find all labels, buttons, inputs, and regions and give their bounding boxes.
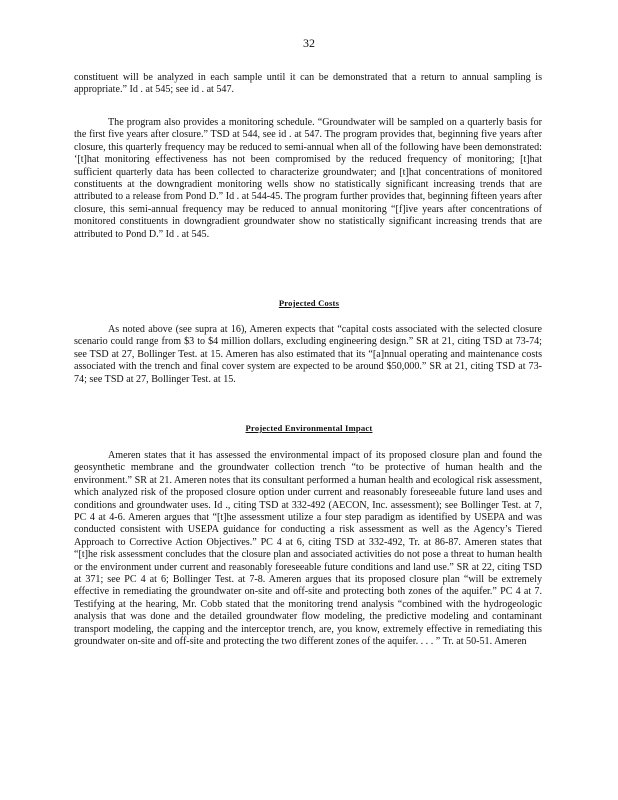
paragraph-environmental-impact: Ameren states that it has assessed the environmental impact of its proposed closure plan and found the geosynthetic membrane and the groundwater collection trench “to be protective of human health and the environment.” SR at 21. Ameren notes that its consultant performed a human health and ecological risk assessment, which analyzed risk of the proposed closure option under current and reasonably foreseeable future land uses and conditions and groundwater uses. Id ., citing TSD at 332-492 (AECON, Inc. assessment); see Bollinger Test. at 7, PC 4 at 4-6. Ameren argues that “[t]he assessment utilize a four step paradigm as identified by USEPA and was conducted consistent with USEPA guidance for conducting a risk assessment as well as the Agency’s Tiered Approach to Corrective Action Objectives.” PC 4 at 6, citing TSD at 332-492, Tr. at 86-87. Ameren states that “[t]he risk assessment concludes that the closure plan and associated activities do not pose a threat to human health or the environment under current and reasonably foreseeable future conditions and land use.” SR at 22, citing TSD at 371; see PC 4 at 6; Bollinger Test. at 7-8. Ameren argues that its proposed closure plan “will be extremely effective in remediating the groundwater on-site and off-site and protecting both zones of the aquifer.” PC 4 at 7. Testifying at the hearing, Mr. Cobb stated that the monitoring trend analysis “combined with the hydrogeologic analysis that was done and the detailed groundwater flow modeling, the predictive modeling and contaminant transport modeling, the capping and the interceptor trench, are, you know, extremely effective in remediating this groundwater on-site and off-site and protecting the two different zones of the aquifer. . . . ” Tr. at 50-51. Ameren bbox=[74, 450, 542, 648]
paragraph-projected-costs: As noted above (see supra at 16), Ameren expects that “capital costs associated with the selected closure scenario could range from $3 to $4 million dollars, excluding engineering design.” SR at 21, citing TSD at 73-74; see TSD at 27, Bollinger Test. at 15. Ameren has also estimated that its “[a]nnual operating and maintenance costs associated with the trench and final cover system are expected to be around $50,000.” SR at 21, citing TSD at 73-74; see TSD at 27, Bollinger Test. at 15. bbox=[74, 324, 542, 385]
heading-projected-environmental-impact: Projected Environmental Impact bbox=[245, 423, 373, 433]
paragraph-sampling-continuation: constituent will be analyzed in each sample until it can be demonstrated that a return to annual sampling is appropriate.” Id . at 545; see id . at 547. bbox=[74, 72, 542, 96]
page-number: 32 bbox=[303, 36, 315, 50]
heading-projected-costs: Projected Costs bbox=[278, 298, 340, 308]
paragraph-monitoring-schedule: The program also provides a monitoring schedule. “Groundwater will be sampled on a quarterly basis for the first five years after closure.” TSD at 544, see id . at 547. The program provides that, beginning five years after closure, this quarterly frequency may be reduced to semi-annual when all of the following have been demonstrated: ‘[t]hat monitoring effectiveness has not been compromised by the reduced frequency of monitoring; [t]hat sufficient quarterly data has been collected to characterize groundwater; and [t]hat concentrations of monitored constituents at the downgradient monitoring wells show no statistically significant increasing trends that are attributed to a release from Pond D.” Id . at 544-45. The program further provides that, beginning fifteen years after closure, this semi-annual frequency may be reduced to annual monitoring “[f]ive years after concentrations of monitored constituents in downgradient groundwater show no statistically significant increasing trends that are attributed to Pond D.” Id . at 545. bbox=[74, 117, 542, 240]
